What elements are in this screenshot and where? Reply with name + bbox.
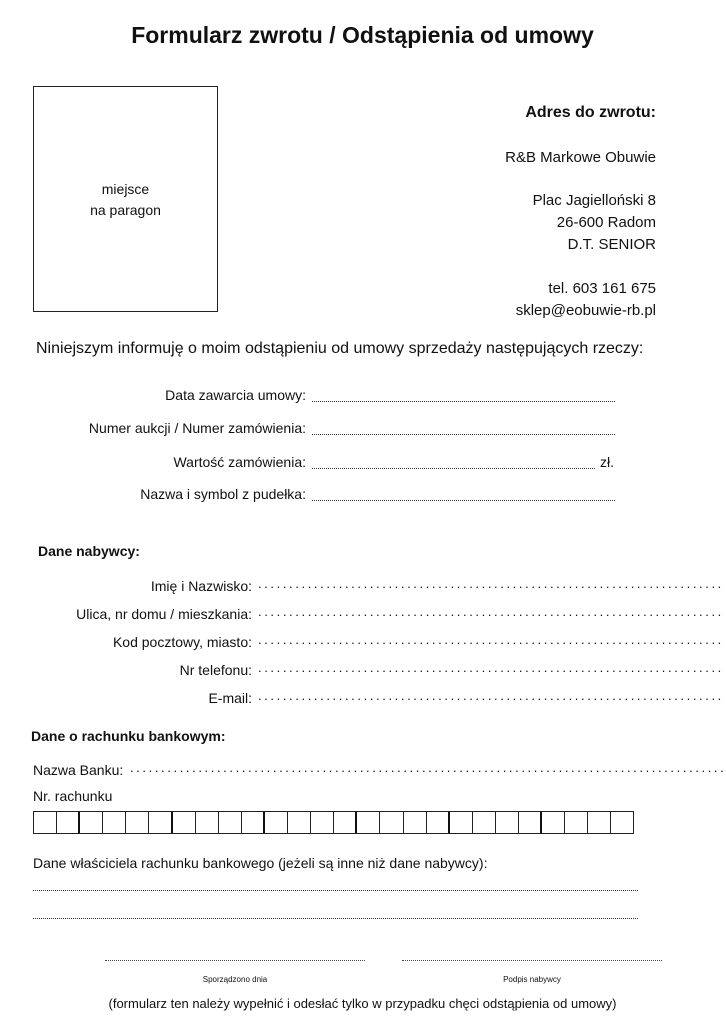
- account-digit-box[interactable]: [80, 812, 103, 833]
- account-digit-box[interactable]: [57, 812, 80, 833]
- bank-section-heading: Dane o rachunku bankowym:: [31, 728, 226, 744]
- date-signature-line[interactable]: [105, 960, 365, 961]
- account-digit-box[interactable]: [219, 812, 242, 833]
- account-owner-field-line2[interactable]: [33, 918, 638, 919]
- buyer-postcode-field[interactable]: ...........................................................................: [258, 632, 724, 647]
- buyer-street-label: Ulica, nr domu / mieszkania:: [76, 606, 252, 622]
- account-digit-box[interactable]: [427, 812, 450, 833]
- return-address-heading: Adres do zwrotu:: [525, 104, 656, 121]
- bank-name-field[interactable]: ................................................................................................: [130, 760, 726, 775]
- account-digit-box[interactable]: [565, 812, 588, 833]
- signature-caption: Podpis nabywcy: [503, 975, 561, 984]
- buyer-email-label: E-mail:: [208, 690, 252, 706]
- buyer-section-heading: Dane nabywcy:: [38, 543, 140, 559]
- receipt-placeholder-line1: miejsce: [101, 181, 150, 197]
- buyer-email-field[interactable]: ...........................................................................: [258, 688, 724, 703]
- buyer-phone-field[interactable]: ...........................................................................: [258, 660, 724, 675]
- footer-note: (formularz ten należy wypełnić i odesłać tylko w przypadku chęci odstąpienia od umowy): [108, 996, 617, 1011]
- account-digit-box[interactable]: [496, 812, 519, 833]
- account-digit-box[interactable]: [542, 812, 565, 833]
- account-digit-box[interactable]: [357, 812, 380, 833]
- account-digit-box[interactable]: [149, 812, 172, 833]
- account-digit-box[interactable]: [334, 812, 357, 833]
- buyer-postcode-label: Kod pocztowy, miasto:: [112, 634, 252, 650]
- order-number-label: Numer aukcji / Numer zamówienia:: [88, 420, 306, 436]
- account-number-label: Nr. rachunku: [33, 788, 113, 804]
- return-address-street: Plac Jagielloński 8: [532, 192, 656, 209]
- account-digit-box[interactable]: [173, 812, 196, 833]
- account-digit-box[interactable]: [103, 812, 126, 833]
- account-digit-box[interactable]: [311, 812, 334, 833]
- return-address-email: sklep@eobuwie-rb.pl: [515, 302, 656, 319]
- bank-name-label: Nazwa Banku:: [33, 762, 124, 778]
- return-address-company: R&B Markowe Obuwie: [505, 149, 656, 166]
- box-name-label: Nazwa i symbol z pudełka:: [140, 486, 306, 502]
- return-address-city: 26-600 Radom: [556, 214, 656, 231]
- account-digit-box[interactable]: [404, 812, 427, 833]
- receipt-placeholder-box: [33, 86, 218, 312]
- buyer-street-field[interactable]: ...........................................................................: [258, 604, 724, 619]
- account-digit-box[interactable]: [34, 812, 57, 833]
- order-value-field[interactable]: [312, 468, 595, 469]
- order-value-currency: zł.: [600, 454, 614, 470]
- return-address-building: D.T. SENIOR: [567, 236, 656, 253]
- return-address-phone: tel. 603 161 675: [548, 280, 656, 297]
- account-digit-box[interactable]: [126, 812, 149, 833]
- buyer-name-field[interactable]: ...........................................................................: [258, 576, 724, 591]
- account-number-boxes[interactable]: [33, 811, 634, 834]
- account-digit-box[interactable]: [450, 812, 473, 833]
- account-digit-box[interactable]: [288, 812, 311, 833]
- account-digit-box[interactable]: [196, 812, 219, 833]
- account-digit-box[interactable]: [473, 812, 496, 833]
- receipt-placeholder-text: [34, 179, 217, 221]
- receipt-placeholder-line2: na paragon: [90, 202, 161, 218]
- order-date-label: Data zawarcia umowy:: [165, 387, 306, 403]
- buyer-name-label: Imię i Nazwisko:: [150, 578, 252, 594]
- order-date-field[interactable]: [312, 401, 615, 402]
- account-digit-box[interactable]: [611, 812, 634, 833]
- buyer-signature-line[interactable]: [402, 960, 662, 961]
- order-value-label: Wartość zamówienia:: [173, 454, 306, 470]
- account-digit-box[interactable]: [588, 812, 611, 833]
- account-owner-label: Dane właściciela rachunku bankowego (jeżeli są inne niż dane nabywcy):: [33, 855, 488, 871]
- account-digit-box[interactable]: [380, 812, 403, 833]
- buyer-phone-label: Nr telefonu:: [179, 662, 252, 678]
- account-digit-box[interactable]: [519, 812, 542, 833]
- intro-statement: Niniejszym informuję o moim odstąpieniu od umowy sprzedaży następujących rzeczy:: [36, 340, 644, 357]
- account-digit-box[interactable]: [242, 812, 265, 833]
- page-title: Formularz zwrotu / Odstąpienia od umowy: [131, 22, 594, 48]
- account-owner-field-line1[interactable]: [33, 890, 638, 891]
- order-number-field[interactable]: [312, 434, 615, 435]
- account-digit-box[interactable]: [265, 812, 288, 833]
- date-caption: Sporządzono dnia: [202, 975, 268, 984]
- box-name-field[interactable]: [312, 500, 615, 501]
